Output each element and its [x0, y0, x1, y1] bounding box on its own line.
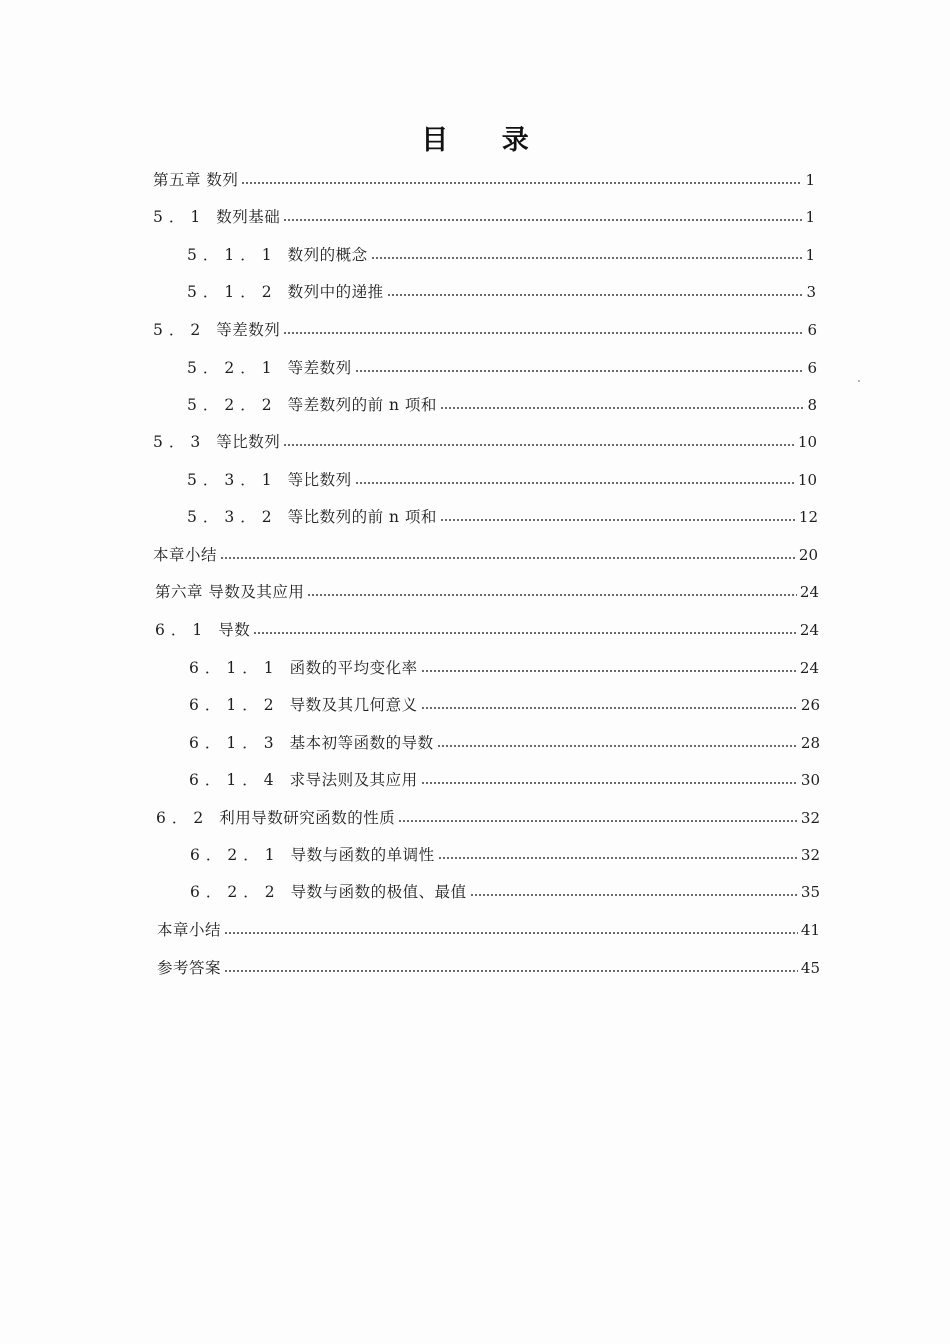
- toc-entry-page: 41: [800, 921, 820, 939]
- toc-entry-number: 5．3．1: [187, 471, 278, 489]
- toc-entry-label: 导数与函数的单调性: [290, 846, 435, 864]
- toc-entry-label: 等比数列的前 n 项和: [287, 508, 437, 526]
- toc-entry-number: 6．1．2: [189, 696, 280, 714]
- dot-leader: [440, 406, 805, 410]
- toc-entry-number: 5．3: [153, 433, 207, 451]
- dot-leader: [241, 181, 802, 185]
- toc-entry-label: 函数的平均变化率: [289, 659, 418, 677]
- toc-title: 目 录: [421, 125, 551, 156]
- toc-entry-label: 本章小结: [153, 546, 218, 564]
- toc-entry-label: 等比数列: [216, 433, 281, 451]
- toc-entry-page: 1: [805, 246, 815, 264]
- toc-entry-page: 10: [797, 471, 817, 489]
- toc-entry-label: 导数及其几何意义: [289, 696, 418, 714]
- toc-entry-label: 数列的概念: [287, 246, 368, 264]
- dot-leader: [421, 781, 798, 785]
- dot-leader: [440, 518, 796, 522]
- toc-entry-answers[interactable]: [157, 954, 820, 978]
- toc-entry-6-1-1[interactable]: [189, 654, 819, 678]
- toc-entry-5-2[interactable]: [153, 316, 817, 340]
- dot-leader: [355, 369, 805, 373]
- toc-entry-label: 等差数列: [216, 321, 281, 339]
- dot-leader: [355, 481, 795, 485]
- toc-entry-page: 6: [807, 359, 817, 377]
- toc-entry-page: 24: [799, 621, 819, 639]
- dot-leader: [253, 631, 797, 635]
- toc-entry-number: 5．3．2: [187, 508, 278, 526]
- toc-entry-number: 6．1．1: [189, 659, 280, 677]
- toc-entry-5-1-2[interactable]: [187, 278, 816, 302]
- toc-entry-5-1[interactable]: [153, 203, 815, 227]
- toc-entry-number: 5．1．1: [187, 246, 278, 264]
- toc-entry-label: 等差数列: [287, 359, 352, 377]
- toc-entry-chapter-5-summary[interactable]: [153, 541, 818, 565]
- toc-entry-page: 20: [798, 546, 818, 564]
- toc-entry-5-3[interactable]: [153, 428, 817, 452]
- toc-entry-page: 10: [797, 433, 817, 451]
- toc-entry-chapter-6[interactable]: [155, 578, 819, 602]
- toc-entry-page: 45: [800, 959, 820, 977]
- dot-leader: [220, 556, 796, 560]
- dot-leader: [283, 218, 802, 222]
- toc-entry-number: 6．2．1: [190, 846, 281, 864]
- toc-entry-page: 3: [806, 283, 816, 301]
- toc-entry-number: 6．1: [155, 621, 209, 639]
- toc-entry-number: 6．2．2: [190, 883, 281, 901]
- dot-leader: [283, 443, 795, 447]
- toc-entry-number: 6．1．3: [189, 734, 280, 752]
- toc-entry-chapter-6-summary[interactable]: [157, 916, 820, 940]
- toc-entry-page: 1: [805, 208, 815, 226]
- toc-entry-6-1-2[interactable]: [189, 691, 820, 715]
- toc-entry-6-1[interactable]: [155, 616, 819, 640]
- toc-entry-label: 参考答案: [157, 959, 222, 977]
- toc-entry-6-2[interactable]: [156, 804, 820, 828]
- toc-entry-page: 28: [800, 734, 820, 752]
- dot-leader: [283, 331, 804, 335]
- toc-entry-number: 5．2: [153, 321, 207, 339]
- toc-entry-number: 5．1: [153, 208, 207, 226]
- toc-entry-page: 30: [800, 771, 820, 789]
- toc-entry-page: 32: [800, 809, 820, 827]
- toc-entry-number: 5．2．2: [187, 396, 278, 414]
- toc-entry-page: 35: [800, 883, 820, 901]
- toc-entry-number: 5．1．2: [187, 283, 278, 301]
- toc-entry-label: 导数: [218, 621, 251, 639]
- toc-entry-label: 等比数列: [287, 471, 352, 489]
- toc-entry-page: 12: [798, 508, 818, 526]
- dot-leader: [224, 969, 798, 973]
- toc-entry-label: 导数与函数的极值、最值: [290, 883, 467, 901]
- dot-leader: [371, 256, 803, 260]
- toc-entry-5-3-1[interactable]: [187, 466, 817, 490]
- dot-leader: [307, 593, 796, 597]
- toc-entry-label: 求导法则及其应用: [289, 771, 418, 789]
- toc-entry-5-1-1[interactable]: [187, 241, 815, 265]
- dot-leader: [421, 669, 797, 673]
- toc-entry-number: 5．2．1: [187, 359, 278, 377]
- toc-entry-label: 数列中的递推: [287, 283, 384, 301]
- dot-leader: [438, 856, 798, 860]
- toc-entry-6-2-2[interactable]: [190, 878, 820, 902]
- dot-leader: [387, 293, 804, 297]
- toc-entry-number: 6．2: [156, 809, 210, 827]
- toc-entry-label: 基本初等函数的导数: [289, 734, 434, 752]
- toc-entry-page: 6: [807, 321, 817, 339]
- toc-entry-5-3-2[interactable]: [187, 503, 818, 527]
- toc-entry-6-1-3[interactable]: [189, 729, 820, 753]
- toc-entry-chapter-5[interactable]: [153, 166, 815, 190]
- dot-leader: [470, 893, 798, 897]
- toc-entry-label: 本章小结: [157, 921, 222, 939]
- toc-entry-page: 26: [800, 696, 820, 714]
- toc-entry-label: 第六章 导数及其应用: [155, 583, 305, 601]
- toc-entry-label: 第五章 数列: [153, 171, 239, 189]
- toc-entry-label: 等差数列的前 n 项和: [287, 396, 437, 414]
- toc-entry-number: 6．1．4: [189, 771, 280, 789]
- dot-leader: [398, 819, 798, 823]
- toc-entry-page: 1: [805, 171, 815, 189]
- toc-entry-page: 24: [799, 659, 819, 677]
- toc-entry-6-1-4[interactable]: [189, 766, 820, 790]
- toc-entry-5-2-1[interactable]: [187, 354, 817, 378]
- toc-entry-page: 8: [807, 396, 817, 414]
- toc-entry-label: 数列基础: [216, 208, 281, 226]
- toc-entry-page: 24: [799, 583, 819, 601]
- dot-leader: [421, 706, 798, 710]
- toc-entry-5-2-2[interactable]: [187, 391, 817, 415]
- toc-entry-page: 32: [800, 846, 820, 864]
- toc-entry-label: 利用导数研究函数的性质: [219, 809, 396, 827]
- dot-leader: [437, 744, 798, 748]
- toc-entry-6-2-1[interactable]: [190, 841, 820, 865]
- dot-leader: [224, 931, 798, 935]
- scan-speck: [858, 380, 860, 382]
